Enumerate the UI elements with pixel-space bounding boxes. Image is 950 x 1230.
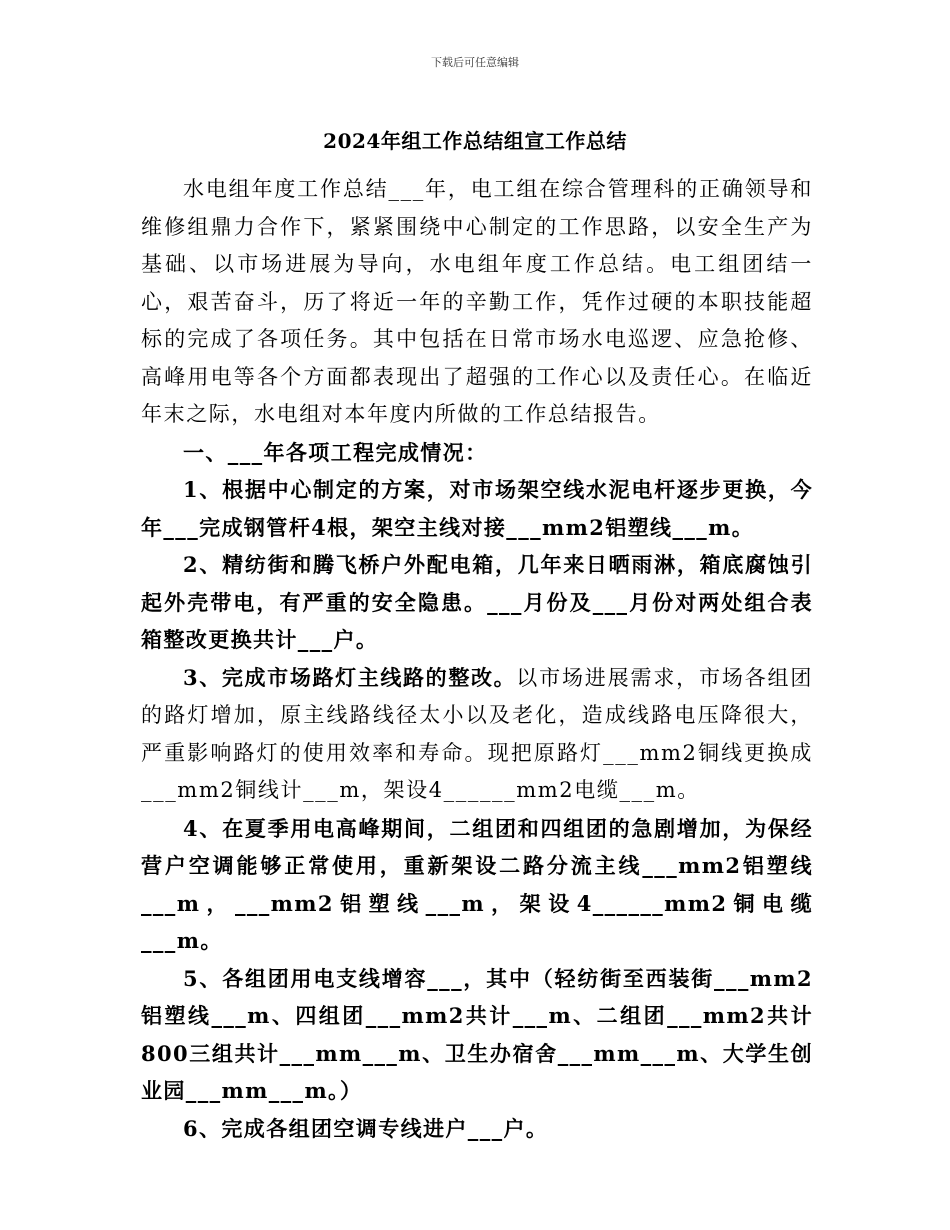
list-item-5: 5、各组团用电支线增容___，其中（轻纺街至西装街___mm2铝塑线___m、四组团___mm2共计___m、二组团___mm2共计800三组共计___mm___m、卫生办宿舍___mm___m、大学生创业园___mm___m。） <box>141 965 813 1103</box>
intro-paragraph: 水电组年度工作总结___年，电工组在综合管理科的正确领导和维修组鼎力合作下，紧紧围绕中心制定的工作思路，以安全生产为基础、以市场进展为导向，水电组年度工作总结。电工组团结一心，艰苦奋斗，历了将近一年的辛勤工作，凭作过硬的本职技能超标的完成了各项任务。其中包括在日常市场水电巡逻、应急抢修、高峰用电等各个方面都表现出了超强的工作心以及责任心。在临近年末之际，水电组对本年度内所做的工作总结报告。 <box>141 177 813 426</box>
list-item-2: 2、精纺街和腾飞桥户外配电箱，几年来日晒雨淋，箱底腐蚀引起外壳带电，有严重的安全隐患。___月份及___月份对两处组合表箱整改更换共计___户。 <box>141 552 813 652</box>
list-item-4: 4、在夏季用电高峰期间，二组团和四组团的急剧增加，为保经营户空调能够正常使用，重新架设二路分流主线___mm2铝塑线___m，___mm2铝塑线___m，架设4______mm2铜电缆___m。 <box>141 815 813 953</box>
document-title: 2024年组工作总结组宣工作总结 <box>323 129 627 153</box>
download-edit-note: 下载后可任意编辑 <box>431 56 519 69</box>
list-item-3-body: 以市场进展需求，市场各组团的路灯增加，原主线路线径太小以及老化，造成线路电压降很大，严重影响路灯的使用效率和寿命。现把原路灯___mm2铜线更换成___mm2铜线计___m，架设4______mm2电缆___m。 <box>141 665 813 802</box>
list-item-6: 6、完成各组团空调专线进户___户。 <box>183 1115 549 1141</box>
document-body <box>141 171 813 1147</box>
list-item-3 <box>141 659 813 810</box>
list-item-3-lead: 3、完成市场路灯主线路的整改。 <box>183 664 517 690</box>
list-item-1: 1、根据中心制定的方案，对市场架空线水泥电杆逐步更换，今年___完成钢管杆4根，架空主线对接___mm2铝塑线___m。 <box>141 477 813 540</box>
section-heading: 一、___年各项工程完成情况： <box>183 439 488 465</box>
